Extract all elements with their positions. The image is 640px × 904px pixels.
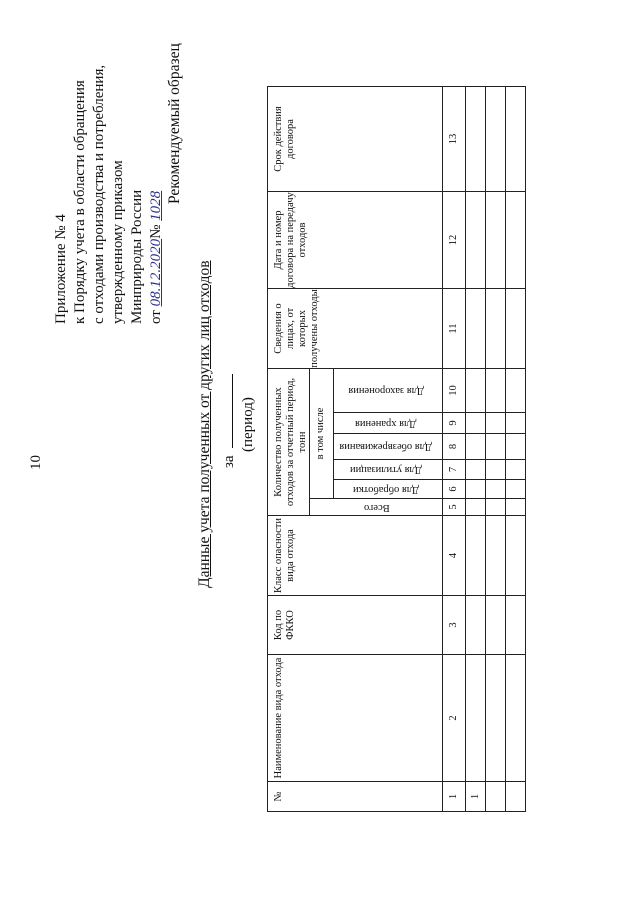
order-prefix: от [148,310,164,324]
table-row [466,87,486,812]
table-cell[interactable] [506,655,526,782]
header-storage: Для хранения [334,413,443,434]
table-cell[interactable] [486,782,506,812]
period-hint: (период) [240,397,256,452]
table-cell[interactable] [506,192,526,289]
appendix-block [52,65,166,324]
column-number-cell: 6 [443,480,466,499]
column-number-cell: 7 [443,460,466,480]
table-cell[interactable] [506,499,526,516]
table-cell[interactable] [506,434,526,460]
appendix-line: к Порядку учета в области обращения [72,80,88,324]
appendix-line: Минприроды России [129,189,145,324]
header-neutralization: Для обезвреживания [334,434,443,460]
table-cell[interactable] [466,87,486,192]
appendix-order-line [147,65,166,324]
table-cell[interactable] [466,413,486,434]
header-contract-term: Срок действия договора [268,87,443,192]
period-line [220,374,238,468]
table-header-row [268,87,310,812]
column-number-cell: 8 [443,434,466,460]
table-row [486,87,506,812]
column-number-cell: 13 [443,87,466,192]
table-cell[interactable]: 1 [466,782,486,812]
column-number-cell: 11 [443,289,466,369]
table-cell[interactable] [466,499,486,516]
column-number-cell: 4 [443,516,466,596]
header-contract-date-number: Дата и номер договора на передачу отходов [268,192,443,289]
table-cell[interactable] [506,87,526,192]
table-cell[interactable] [486,596,506,655]
header-persons-info: Сведения о лицах, от которых получены отходы [268,289,443,369]
header-utilization: Для утилизации [334,460,443,480]
header-including: в том числе [310,369,334,499]
table-cell[interactable] [466,434,486,460]
appendix-line: утвержденному приказом [110,160,126,324]
table-body [466,87,526,812]
header-no: № [268,782,443,812]
table-cell[interactable] [466,289,486,369]
column-number-cell: 2 [443,655,466,782]
table-cell[interactable] [486,516,506,596]
table-cell[interactable] [486,192,506,289]
column-number-cell: 5 [443,499,466,516]
table-cell[interactable] [506,782,526,812]
waste-accounting-table [267,86,526,812]
table-cell[interactable] [506,516,526,596]
table-cell[interactable] [506,596,526,655]
table-cell[interactable] [486,413,506,434]
order-date: 08.12.2020 [148,238,164,307]
table-cell[interactable] [486,499,506,516]
table-cell[interactable] [486,655,506,782]
table-cell[interactable] [486,289,506,369]
table-cell[interactable] [506,289,526,369]
period-za: за [221,455,237,468]
table-cell[interactable] [466,369,486,413]
table-cell[interactable] [466,192,486,289]
table-cell[interactable] [486,480,506,499]
order-number: 1028 [148,190,164,221]
table-cell[interactable] [486,369,506,413]
table-cell[interactable] [486,460,506,480]
table-row [506,87,526,812]
table-cell[interactable] [466,480,486,499]
header-hazard-class: Класс опасности вида отхода [268,516,443,596]
table-cell[interactable] [466,596,486,655]
header-fkko: Код по ФККО [268,596,443,655]
column-number-cell: 9 [443,413,466,434]
header-name: Наименование вида отхода [268,655,443,782]
column-number-row [443,87,466,812]
appendix-line: с отходами производства и потребления, [91,64,107,324]
table-cell[interactable] [466,655,486,782]
header-processing: Для обработки [334,480,443,499]
recommended-sample-label: Рекомендуемый образец [166,43,183,204]
document-title: Данные учета полученных от других лиц отходов [196,260,213,588]
table-cell[interactable] [466,460,486,480]
column-number-cell: 3 [443,596,466,655]
column-number-cell: 12 [443,192,466,289]
table-cell[interactable] [506,369,526,413]
table-cell[interactable] [506,413,526,434]
table-cell[interactable] [506,480,526,499]
table-cell[interactable] [486,434,506,460]
column-number-cell: 1 [443,782,466,812]
column-number-cell: 10 [443,369,466,413]
table-cell[interactable] [486,87,506,192]
appendix-line: Приложение № 4 [53,214,69,324]
table-cell[interactable] [506,460,526,480]
header-quantity: Количество полученных отходов за отчетный период, тонн [268,369,310,516]
order-number-label: № [148,224,164,239]
header-total: Всего [310,499,443,516]
table-cell[interactable] [466,516,486,596]
header-burial: Для захоронения [334,369,443,413]
period-blank-field[interactable] [220,374,233,448]
page-number: 10 [28,455,44,470]
